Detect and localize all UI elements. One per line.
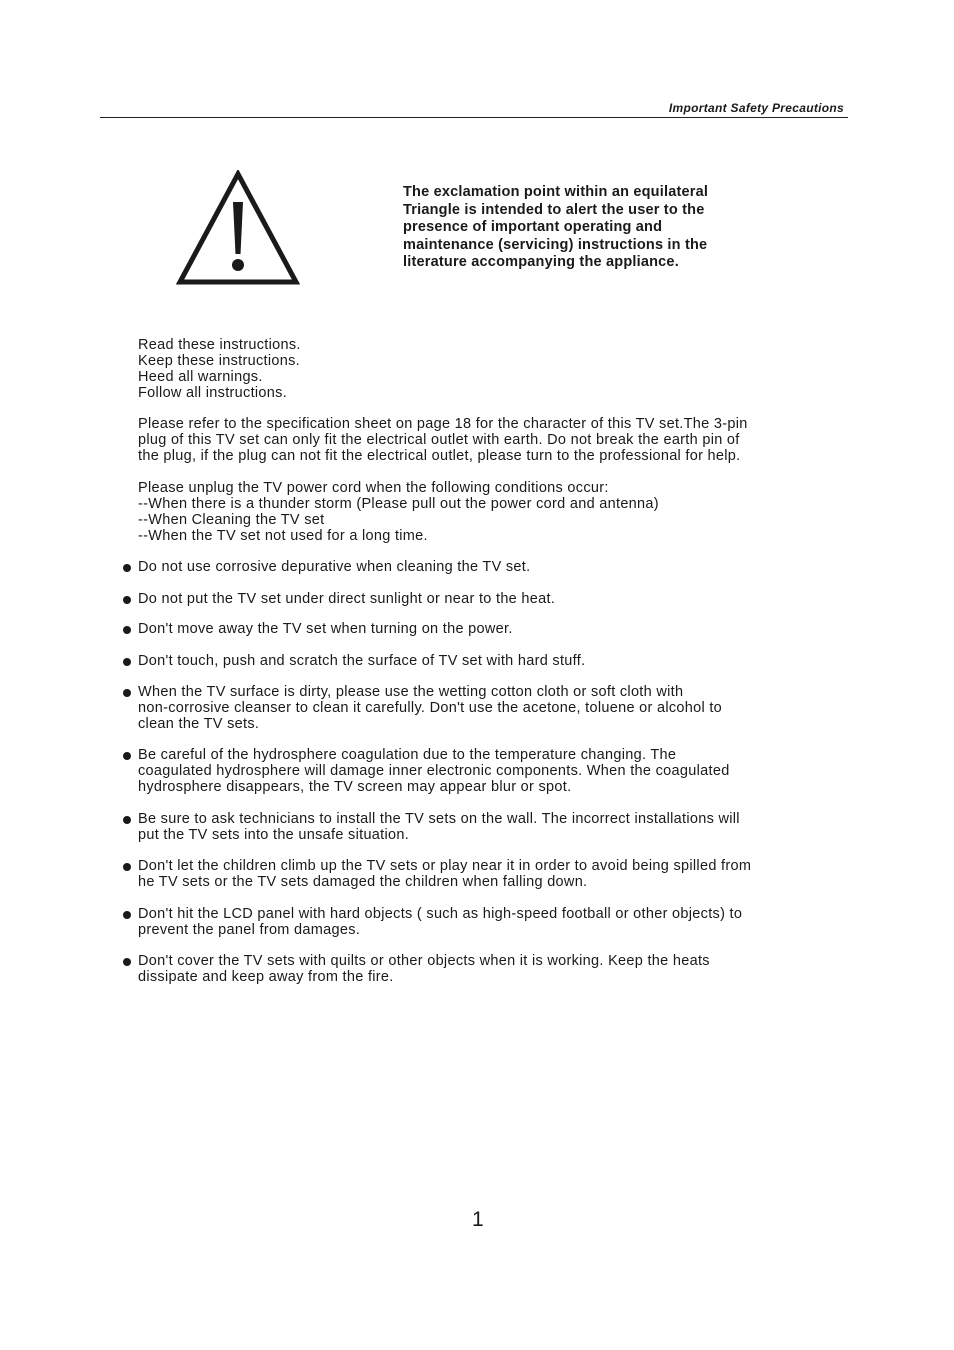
basic-instructions <box>138 337 301 401</box>
bullet-dot-icon <box>123 958 131 966</box>
list-item <box>138 953 710 985</box>
warning-triangle-icon <box>176 170 300 286</box>
instruction-line: Follow all instructions. <box>138 385 288 401</box>
list-item <box>138 621 513 637</box>
warning-line: presence of important operating and <box>403 219 663 235</box>
bullet-dot-icon <box>123 816 131 824</box>
list-item-line: he TV sets or the TV sets damaged the children when falling down. <box>138 874 588 890</box>
list-item-line: clean the TV sets. <box>138 716 260 732</box>
bullet-dot-icon <box>123 752 131 760</box>
paragraph-line: --When there is a thunder storm (Please pull out the power cord and antenna) <box>138 496 659 512</box>
paragraph-line: the plug, if the plug can not fit the electrical outlet, please turn to the professional for help. <box>138 448 741 464</box>
list-item-line: prevent the panel from damages. <box>138 922 361 938</box>
bullet-dot-icon <box>123 911 131 919</box>
list-item-line: coagulated hydrosphere will damage inner electronic components. When the coagulated <box>138 763 730 779</box>
bullet-dot-icon <box>123 863 131 871</box>
list-item-line: Don't move away the TV set when turning on the power. <box>138 621 513 637</box>
list-item-line: Be careful of the hydrosphere coagulation due to the temperature changing. The <box>138 747 677 763</box>
paragraph-line: Please unplug the TV power cord when the following conditions occur: <box>138 480 609 496</box>
instruction-line: Keep these instructions. <box>138 353 300 369</box>
list-item <box>138 747 730 795</box>
warning-line: maintenance (servicing) instructions in the <box>403 236 708 253</box>
list-item-line: When the TV surface is dirty, please use the wetting cotton cloth or soft cloth with <box>138 684 684 700</box>
list-item-line: Don't let the children climb up the TV sets or play near it in order to avoid being spilled from <box>138 858 752 874</box>
warning-line: The exclamation point within an equilateral <box>403 184 709 200</box>
list-item <box>138 906 742 938</box>
unplug-paragraph <box>138 480 659 544</box>
list-item <box>138 559 530 575</box>
list-item-line: Do not use corrosive depurative when cleaning the TV set. <box>138 559 531 575</box>
paragraph-line: plug of this TV set can only fit the electrical outlet with earth. Do not break the earth pin of <box>138 432 740 448</box>
bullet-dot-icon <box>123 626 131 634</box>
instruction-line: Heed all warnings. <box>138 369 263 385</box>
warning-explanation <box>403 184 783 272</box>
list-item-line: Don't cover the TV sets with quilts or other objects when it is working. Keep the heats <box>138 953 710 969</box>
paragraph-line: --When the TV set not used for a long time. <box>138 528 428 544</box>
list-item <box>138 684 722 732</box>
bullet-dot-icon <box>123 596 131 604</box>
list-item-line: Don't touch, push and scratch the surface of TV set with hard stuff. <box>138 653 586 669</box>
instruction-line: Read these instructions. <box>138 337 301 353</box>
specification-paragraph <box>138 416 748 464</box>
list-item-line: Don't hit the LCD panel with hard objects ( such as high-speed football or other objects) to <box>138 906 743 922</box>
list-item-line: Be sure to ask technicians to install the TV sets on the wall. The incorrect installations will <box>138 811 740 827</box>
list-item <box>138 811 740 843</box>
bullet-dot-icon <box>123 689 131 697</box>
list-item-line: dissipate and keep away from the fire. <box>138 969 394 985</box>
header-divider <box>100 117 848 118</box>
page-number: 1 <box>472 1208 484 1231</box>
paragraph-line: --When Cleaning the TV set <box>138 512 325 528</box>
paragraph-line: Please refer to the specification sheet on page 18 for the character of this TV set.The 3-pin <box>138 416 748 432</box>
page-header-title: Important Safety Precautions <box>668 101 844 115</box>
list-item-line: non-corrosive cleanser to clean it carefully. Don't use the acetone, toluene or alcohol to <box>138 700 723 716</box>
bullet-dot-icon <box>123 564 131 572</box>
list-item <box>138 591 555 607</box>
warning-line: Triangle is intended to alert the user to the <box>403 201 705 218</box>
list-item-line: put the TV sets into the unsafe situation. <box>138 827 410 843</box>
list-item <box>138 858 751 890</box>
warning-line: literature accompanying the appliance. <box>403 254 679 270</box>
list-item <box>138 653 585 669</box>
list-item-line: Do not put the TV set under direct sunlight or near to the heat. <box>138 591 556 607</box>
list-item-line: hydrosphere disappears, the TV screen may appear blur or spot. <box>138 779 572 795</box>
bullet-dot-icon <box>123 658 131 666</box>
